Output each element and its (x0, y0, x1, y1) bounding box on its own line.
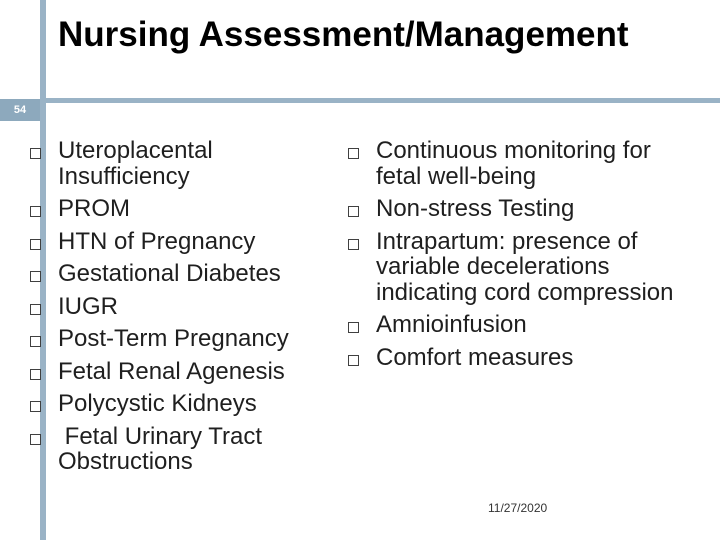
square-bullet-icon (30, 336, 41, 347)
list-item-text: PROM (58, 195, 130, 222)
square-bullet-icon (30, 369, 41, 380)
square-bullet-icon (30, 206, 41, 217)
right-bullet-list (348, 138, 688, 377)
list-item (30, 391, 330, 417)
list-item-text: Amnioinfusion (376, 311, 527, 338)
list-item-text: IUGR (58, 292, 118, 320)
list-item (348, 196, 688, 222)
list-item (30, 294, 330, 320)
slide-date: 11/27/2020 (488, 501, 548, 515)
list-item-text: Comfort measures (376, 343, 574, 371)
list-item-text: Fetal Urinary Tract Obstructions (58, 422, 269, 475)
list-item (30, 424, 330, 475)
square-bullet-icon (30, 304, 41, 315)
square-bullet-icon (30, 271, 41, 282)
list-item (30, 138, 330, 189)
list-item-text: Uteroplacental Insufficiency (58, 137, 213, 190)
square-bullet-icon (348, 206, 359, 217)
list-item (30, 229, 330, 255)
list-item (30, 326, 330, 352)
list-item-text: Non-stress Testing (376, 195, 575, 222)
list-item (348, 345, 688, 371)
square-bullet-icon (348, 322, 359, 333)
square-bullet-icon (30, 148, 41, 159)
list-item-text: Gestational Diabetes (58, 260, 281, 287)
list-item-text: Intrapartum: presence of variable decelerations indicating cord compression (376, 227, 674, 306)
square-bullet-icon (348, 355, 359, 366)
list-item-text: Continuous monitoring for fetal well-being (376, 137, 651, 190)
square-bullet-icon (30, 239, 41, 250)
square-bullet-icon (348, 239, 359, 250)
slide-title: Nursing Assessment/Management (58, 15, 629, 54)
title-underline-bar (46, 98, 720, 103)
list-item (348, 312, 688, 338)
list-item (30, 196, 330, 222)
list-item-text: Fetal Renal Agenesis (58, 357, 285, 385)
list-item (348, 229, 688, 306)
list-item (30, 359, 330, 385)
square-bullet-icon (30, 401, 41, 412)
left-bullet-list (30, 138, 330, 482)
square-bullet-icon (30, 434, 41, 445)
square-bullet-icon (348, 148, 359, 159)
list-item (30, 261, 330, 287)
list-item-text: Polycystic Kidneys (58, 390, 257, 417)
slide-number: 54 (0, 99, 40, 121)
list-item-text: Post-Term Pregnancy (58, 325, 289, 352)
list-item-text: HTN of Pregnancy (58, 227, 256, 255)
list-item (348, 138, 688, 189)
